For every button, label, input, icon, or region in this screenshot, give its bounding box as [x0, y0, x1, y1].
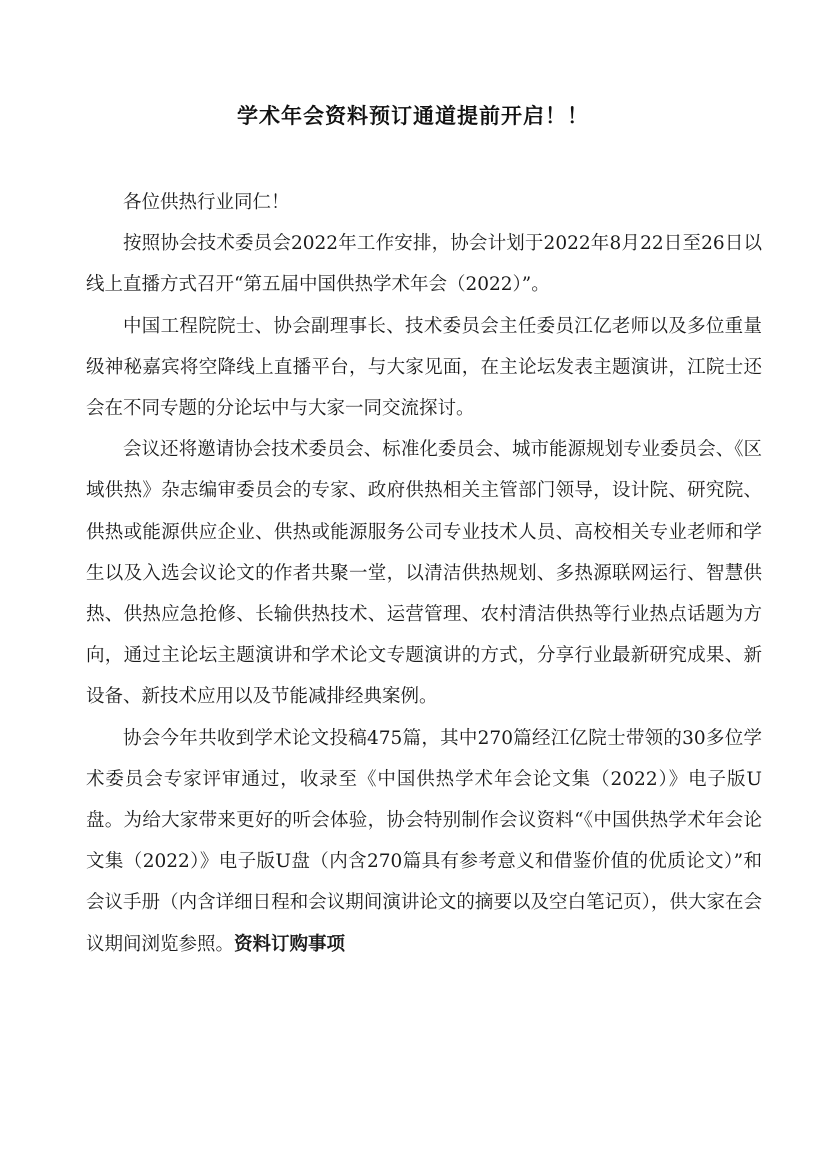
paragraph-text: 协会今年共收到学术论文投稿475篇，其中270篇经江亿院士带领的30多位学术委员会专家评审通过，收录至《中国供热学术年会论文集（2022）》电子版U盘。为给大家带来更好的听会体验，协会特别制作会议资料“《中国供热学术年会论文集（2022）》电子版U盘（内含270篇具有参考意义和借鉴价值的优质论文）”和会议手册（内含详细日程和会议期间演讲论文的摘要以及空白笔记页），供大家在会议期间浏览参照。	[86, 727, 762, 955]
paragraph-schedule	[86, 223, 762, 305]
paragraph-attendees-topics	[86, 429, 762, 717]
order-info-heading: 资料订购事项	[234, 933, 346, 955]
greeting: 各位供热行业同仁！	[123, 192, 290, 213]
document-title: 学术年会资料预订通道提前开启！！	[237, 104, 589, 128]
paragraph-text: 中国工程院院士、协会副理事长、技术委员会主任委员江亿老师以及多位重量级神秘嘉宾将空降线上直播平台，与大家见面，在主论坛发表主题演讲，江院士还会在不同专题的分论坛中与大家一同交流探讨。	[86, 315, 762, 420]
paragraph-text: 会议还将邀请协会技术委员会、标准化委员会、城市能源规划专业委员会、《区域供热》杂志编审委员会的专家、政府供热相关主管部门领导，设计院、研究院、供热或能源供应企业、供热或能源服务公司专业技术人员、高校相关专业老师和学生以及入选会议论文的作者共聚一堂，以清洁供热规划、多热源联网运行、智慧供热、供热应急抢修、长输供热技术、运营管理、农村清洁供热等行业热点话题为方向，通过主论坛主题演讲和学术论文专题演讲的方式，分享行业最新研究成果、新设备、新技术应用以及节能减排经典案例。	[86, 439, 762, 708]
paragraph-text: 按照协会技术委员会2022年工作安排，协会计划于2022年8月22日至26日以线上直播方式召开“第五届中国供热学术年会（2022）”。	[86, 233, 762, 296]
document-body	[86, 182, 762, 965]
paragraph-papers-materials	[86, 718, 762, 965]
paragraph-speakers	[86, 306, 762, 430]
